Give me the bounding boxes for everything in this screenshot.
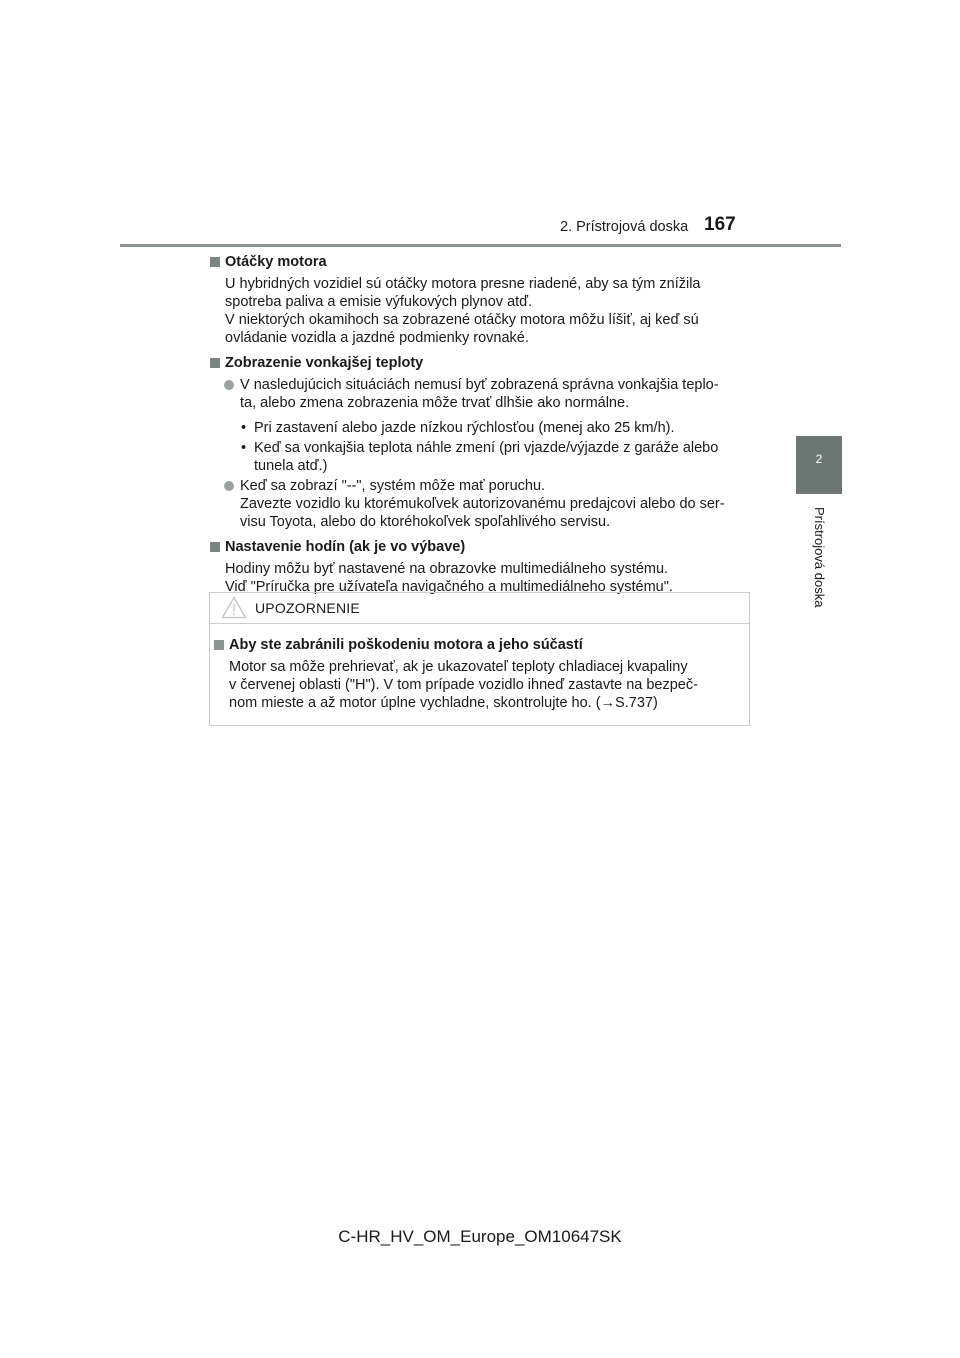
header-rule	[120, 244, 841, 247]
text-line: U hybridných vozidiel sú otáčky motora presne riadené, aby sa tým znížila	[225, 276, 701, 292]
bullet-item	[210, 376, 750, 412]
text-line: V niektorých okamihoch sa zobrazené otáčky motora môžu líšiť, aj keď sú	[225, 312, 699, 328]
paragraph	[210, 275, 750, 347]
section-heading: Otáčky motora	[210, 253, 750, 271]
text-line: Zavezte vozidlo ku ktorémukoľvek autorizovanému predajcovi alebo do ser-	[240, 496, 725, 512]
text-line: ovládanie vozidla a jazdné podmienky rovnaké.	[225, 330, 529, 346]
chapter-tab	[796, 436, 842, 494]
warning-heading: Aby ste zabránili poškodeniu motora a jeho súčastí	[214, 636, 740, 654]
text-line: spotreba paliva a emisie výfukových plynov atď.	[225, 294, 533, 310]
square-bullet-icon	[214, 640, 224, 650]
text-line: V nasledujúcich situáciách nemusí byť zobrazená správna vonkajšia teplo-	[240, 377, 719, 393]
bullet-item	[210, 477, 750, 531]
text-line: Keď sa zobrazí "--", systém môže mať poruchu.	[240, 478, 546, 494]
header-title: 2. Prístrojová doska	[560, 219, 689, 235]
text-line: Keď sa vonkajšia teplota náhle zmení (pri vjazde/výjazde z garáže alebo	[254, 440, 719, 456]
warning-body	[210, 624, 749, 712]
text-line: Pri zastavení alebo jazde nízkou rýchlosťou (menej ako 25 km/h).	[254, 420, 675, 436]
circle-bullet-icon	[224, 380, 234, 390]
text-line: ta, alebo zmena zobrazenia môže trvať dlhšie ako normálne.	[240, 395, 630, 411]
chapter-side-label: Prístrojová doska	[812, 507, 827, 608]
paragraph	[210, 560, 750, 596]
warning-box	[209, 592, 750, 726]
warning-header	[210, 593, 749, 624]
text-line: v červenej oblasti ("H"). V tom prípade vozidlo ihneď zastavte na bezpeč-	[229, 677, 698, 693]
square-bullet-icon	[210, 542, 220, 552]
text-line: visu Toyota, alebo do ktoréhokoľvek spoľahlivého servisu.	[240, 514, 611, 530]
text-line: nom mieste a až motor úplne vychladne, skontrolujte ho. (→S.737)	[229, 695, 658, 711]
sub-item	[210, 439, 750, 475]
text-line: Motor sa môže prehrievať, ak je ukazovateľ teploty chladiacej kvapaliny	[229, 659, 688, 675]
section-heading: Zobrazenie vonkajšej teploty	[210, 354, 750, 372]
section-heading: Nastavenie hodín (ak je vo výbave)	[210, 538, 750, 556]
main-content	[210, 253, 750, 600]
text-line: Viď "Príručka pre užívateľa navigačného a multimediálneho systému".	[225, 579, 673, 595]
warning-paragraph	[214, 658, 740, 712]
warning-triangle-icon	[221, 596, 247, 619]
text-line: Hodiny môžu byť nastavené na obrazovke multimediálneho systému.	[225, 561, 669, 577]
circle-bullet-icon	[224, 481, 234, 491]
text-line: tunela atď.)	[254, 458, 328, 474]
square-bullet-icon	[210, 257, 220, 267]
chapter-tab-number: 2	[815, 452, 823, 466]
square-bullet-icon	[210, 358, 220, 368]
dot-bullet-icon: •	[241, 440, 247, 456]
warning-title: UPOZORNENIE	[255, 600, 360, 616]
sub-item	[210, 419, 750, 437]
footer-document-code: C-HR_HV_OM_Europe_OM10647SK	[338, 1227, 622, 1246]
page-number: 167	[704, 214, 736, 235]
dot-bullet-icon: •	[241, 420, 247, 436]
